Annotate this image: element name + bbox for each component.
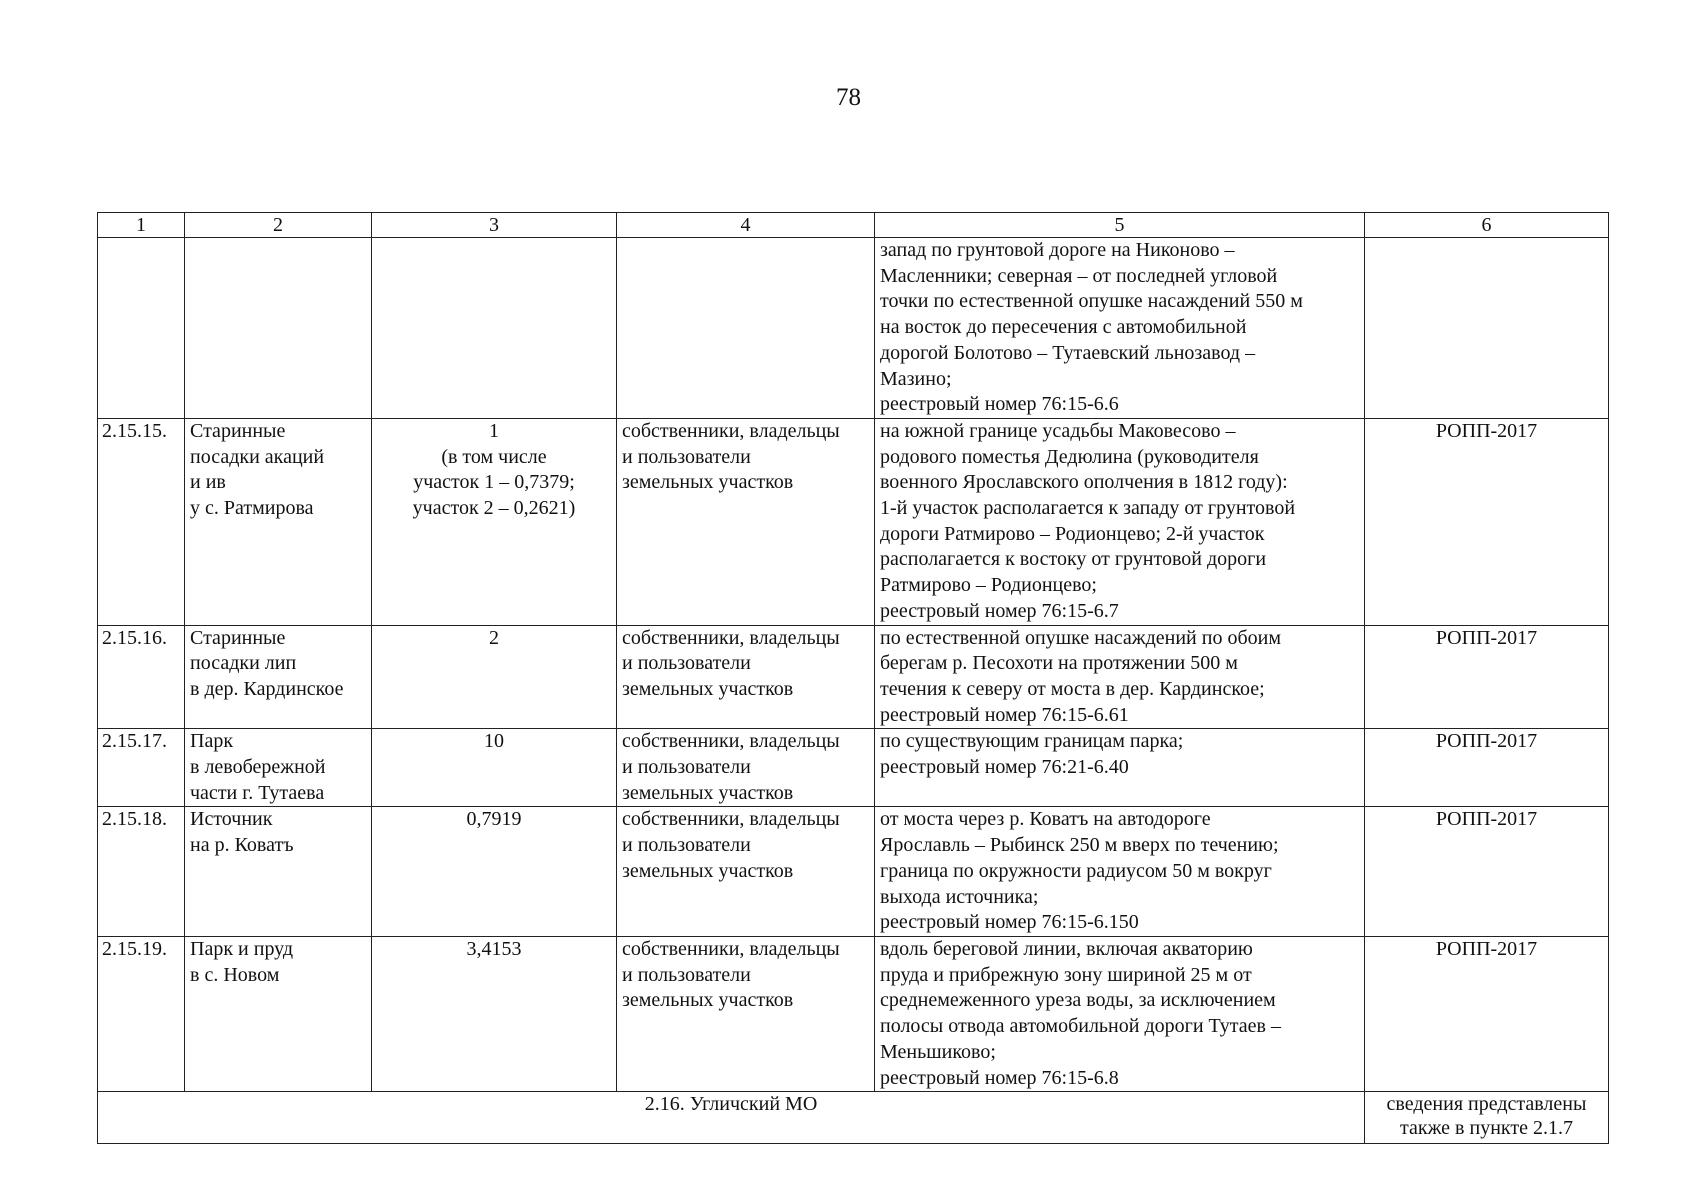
row-number: 2.15.17. xyxy=(98,729,185,807)
section-row xyxy=(98,1092,1609,1144)
object-name: Парк и пруд в с. Новом xyxy=(185,936,372,1091)
object-document xyxy=(1365,238,1609,419)
object-document: РОПП-2017 xyxy=(1365,936,1609,1091)
object-name: Старинные посадки лип в дер. Кардинское xyxy=(185,625,372,729)
table-row xyxy=(98,238,1609,419)
object-owners: собственники, владельцы и пользователи земельных участков xyxy=(617,807,875,937)
object-area: 1 (в том числе участок 1 – 0,7379; участок 2 – 0,2621) xyxy=(372,418,617,625)
object-owners: собственники, владельцы и пользователи земельных участков xyxy=(617,729,875,807)
section-note: сведения представлены также в пункте 2.1.7 xyxy=(1365,1092,1609,1144)
column-header-5: 5 xyxy=(875,213,1365,238)
object-boundary: на южной границе усадьбы Маковесово – родового поместья Дедюлина (руководителя военного Ярославского ополчения в 1812 году): 1-й участок располагается к западу от грунтовой дороги Ратмирово – Родионцево; 2-й участок располагается к востоку от грунтовой дороги Ратмирово – Родионцево; реестровый номер 76:15-6.7 xyxy=(875,418,1365,625)
object-owners: собственники, владельцы и пользователи земельных участков xyxy=(617,625,875,729)
section-title: 2.16. Угличский МО xyxy=(98,1092,1365,1144)
object-name: Парк в левобережной части г. Тутаева xyxy=(185,729,372,807)
column-header-6: 6 xyxy=(1365,213,1609,238)
object-boundary: по существующим границам парка; реестровый номер 76:21-6.40 xyxy=(875,729,1365,807)
column-header-2: 2 xyxy=(185,213,372,238)
object-owners: собственники, владельцы и пользователи земельных участков xyxy=(617,936,875,1091)
object-name xyxy=(185,238,372,419)
column-header-4: 4 xyxy=(617,213,875,238)
table-row xyxy=(98,418,1609,625)
object-area: 0,7919 xyxy=(372,807,617,937)
object-boundary: запад по грунтовой дороге на Никоново – Масленники; северная – от последней угловой точки по естественной опушке насаждений 550 м на восток до пересечения с автомобильной дорогой Болотово – Тутаевский льнозавод – Мазино; реестровый номер 76:15-6.6 xyxy=(875,238,1365,419)
monuments-table xyxy=(97,212,1609,1144)
row-number xyxy=(98,238,185,419)
object-area: 3,4153 xyxy=(372,936,617,1091)
object-boundary: вдоль береговой линии, включая акваторию пруда и прибрежную зону шириной 25 м от среднемеженного уреза воды, за исключением полосы отвода автомобильной дороги Тутаев – Меньшиково; реестровый номер 76:15-6.8 xyxy=(875,936,1365,1091)
page-number: 78 xyxy=(836,84,861,111)
object-document: РОПП-2017 xyxy=(1365,625,1609,729)
table-row xyxy=(98,729,1609,807)
row-number: 2.15.15. xyxy=(98,418,185,625)
object-area: 10 xyxy=(372,729,617,807)
object-name: Старинные посадки акаций и ив у с. Ратмирова xyxy=(185,418,372,625)
row-number: 2.15.18. xyxy=(98,807,185,937)
object-document: РОПП-2017 xyxy=(1365,729,1609,807)
column-number-row xyxy=(98,213,1609,238)
column-header-1: 1 xyxy=(98,213,185,238)
object-owners xyxy=(617,238,875,419)
object-document: РОПП-2017 xyxy=(1365,807,1609,937)
object-area: 2 xyxy=(372,625,617,729)
object-document: РОПП-2017 xyxy=(1365,418,1609,625)
object-area xyxy=(372,238,617,419)
column-header-3: 3 xyxy=(372,213,617,238)
object-boundary: от моста через р. Коватъ на автодороге Ярославль – Рыбинск 250 м вверх по течению; граница по окружности радиусом 50 м вокруг выхода источника; реестровый номер 76:15-6.150 xyxy=(875,807,1365,937)
table-row xyxy=(98,807,1609,937)
object-boundary: по естественной опушке насаждений по обоим берегам р. Песохоти на протяжении 500 м течения к северу от моста в дер. Кардинское; реестровый номер 76:15-6.61 xyxy=(875,625,1365,729)
table-row xyxy=(98,936,1609,1091)
row-number: 2.15.16. xyxy=(98,625,185,729)
table-row xyxy=(98,625,1609,729)
object-owners: собственники, владельцы и пользователи земельных участков xyxy=(617,418,875,625)
row-number: 2.15.19. xyxy=(98,936,185,1091)
object-name: Источник на р. Коватъ xyxy=(185,807,372,937)
